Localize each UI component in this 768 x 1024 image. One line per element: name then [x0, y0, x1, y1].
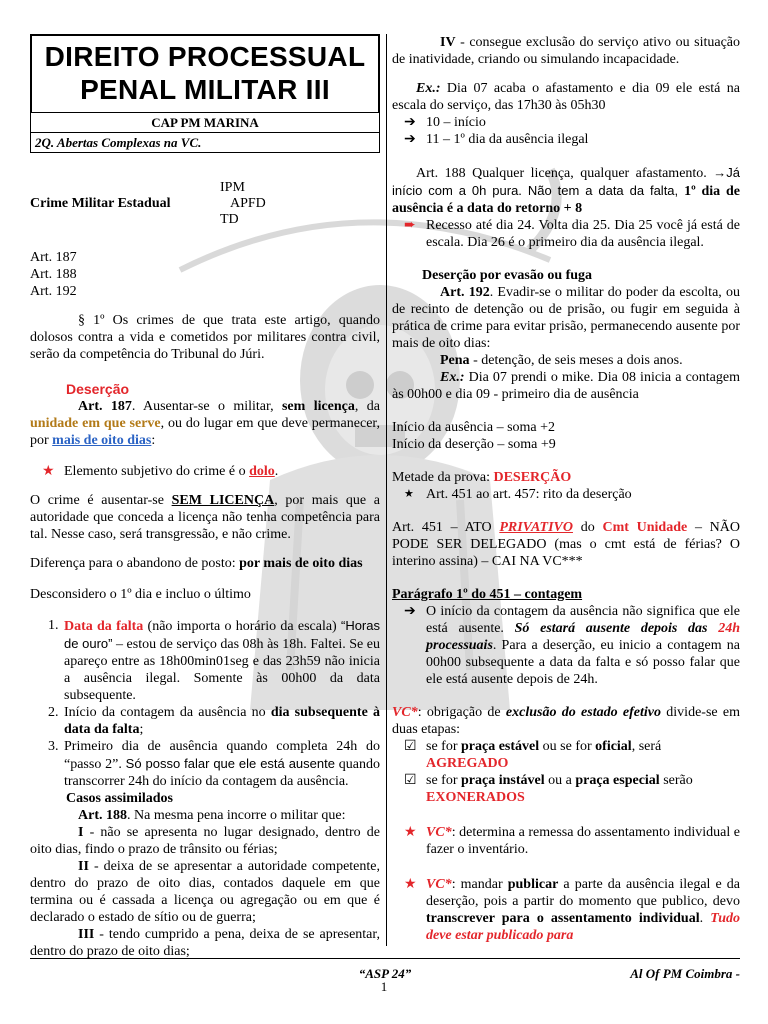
vc-obrigacao: VC*: obrigação de exclusão do estado efetivo divide-se em duas etapas: — [392, 705, 741, 737]
article-ref: Art. 188 — [30, 267, 77, 282]
section-subtitle: 2Q. Abertas Complexas na VC. — [30, 133, 380, 153]
recesso-note: ➨ Recesso até dia 24. Volta dia 25. Dia 25 você já está de escala. Dia 26 é o primeiro dia da ausência ilegal. — [404, 218, 740, 250]
example-1-item: ➔ 11 – 1º dia da ausência ilegal — [404, 132, 589, 147]
star-icon: ★ — [404, 877, 417, 892]
desconsidero-text: Desconsidero o 1º dia e incluo o último — [30, 587, 251, 602]
checkbox-icon: ☑ — [404, 739, 417, 754]
arrow-icon: ➔ — [404, 604, 416, 619]
inciso-2: II - deixa de se apresentar a autoridade competente, dentro do prazo de oito dias, contados daquele em que termina ou é cassada a licença ou agregação ou em que é declarado o estado de sítio ou de guerra; — [30, 859, 380, 925]
diferenca-text: Diferença para o abandono de posto: por mais de oito dias — [30, 556, 363, 571]
left-column — [30, 34, 380, 960]
star-icon: ★ — [42, 464, 55, 479]
crime-classification — [30, 161, 380, 235]
inicio-desercao: Início da deserção – soma +9 — [392, 437, 556, 452]
star-icon: ★ — [404, 488, 414, 500]
title-box — [30, 34, 380, 112]
column-divider — [386, 34, 387, 946]
example-2: Ex.: Dia 07 prendi o mike. Dia 08 inicia a contagem às 00h00 e dia 09 - primeiro dia de ausência — [392, 370, 740, 402]
arrow-icon: ➔ — [404, 132, 416, 147]
art-187-text: Art. 187. Ausentar-se o militar, sem licença, da unidade em que serve, ou do lugar em que deve permanecer, por mais de oito dias: — [30, 399, 381, 448]
checkbox-icon: ☑ — [404, 773, 417, 788]
evasao-heading: Deserção por evasão ou fuga — [422, 268, 593, 283]
acronym-apfd: APFD — [230, 196, 266, 211]
desercao-heading: Deserção — [66, 381, 130, 397]
list-item-2: 2. Início da contagem da ausência no dia subsequente à data da falta; — [48, 705, 380, 737]
vc-publicar: ★ VC*: mandar publicar a parte da ausência ilegal e da deserção, pois a partir do momento que publico, devo transcrever para o assentamento individual. Tudo deve estar publicado para — [404, 877, 741, 943]
paragraph-1: § 1º Os crimes de que trata este artigo, quando dolosos contra a vida e cometidos por militares contra civil, serão da competência do Tribunal do Júri. — [30, 313, 380, 362]
title-line-1: DIREITO PROCESSUAL — [44, 41, 366, 72]
inciso-4: IV - consegue exclusão do serviço ativo ou situação de inatividade, criando ou simulando incapacidade. — [392, 35, 740, 67]
star-icon: ★ — [404, 825, 417, 840]
art-188-note: Art. 188 Qualquer licença, qualquer afastamento. →Já início com a 0h pura. Não tem a data da falta, 1º dia de ausência é a data do retorno + 8 — [392, 165, 740, 216]
art-451-text: Art. 451 – ATO PRIVATIVO do Cmt Unidade – NÃO PODE SER DELEGADO (mas o cmt está de férias? O interino assina) – CAI NA VC*** — [392, 520, 741, 569]
acronym-td: TD — [220, 212, 239, 227]
article-ref: Art. 192 — [30, 284, 77, 299]
art-192-text: Art. 192. Evadir-se o militar do poder da escolta, ou de recinto de detenção ou de prisão, ou fugir em seguida à prática de crime para evitar prisão, permanecendo ausente por mais de oito dias: — [392, 285, 740, 351]
title-line-2: PENAL MILITAR III — [80, 74, 330, 105]
paragrafo-451-text: ➔ O início da contagem da ausência não significa que ele está ausente. Só estará ausente depois das 24h processuais. Para a deserção, eu inicio a contagem na 00h00 subsequente a data da falta e só posso falar que ele está ausente depois de 24h. — [404, 604, 740, 687]
footer-center: “ASP 24” — [358, 966, 412, 981]
rito-item: ★ Art. 451 ao art. 457: rito da deserção — [404, 487, 632, 502]
page-footer — [30, 958, 740, 981]
inicio-ausencia: Início da ausência – soma +2 — [392, 420, 556, 435]
article-list — [30, 249, 380, 300]
right-column — [392, 34, 740, 944]
inciso-1: I - não se apresenta no lugar designado, dentro de oito dias, findo o prazo de trânsito ou férias; — [30, 825, 380, 857]
paragrafo-451-heading: Parágrafo 1º do 451 – contagem — [392, 587, 583, 602]
inciso-3: III - tendo cumprido a pena, deixa de se apresentar, dentro do prazo de oito dias; — [30, 927, 380, 959]
list-item-3: 3. Primeiro dia de ausência quando completa 24h do “passo 2”. Só posso falar que ele está ausente quando transcorrer 24h do início da contagem da ausência. — [48, 739, 380, 789]
page-number: 1 — [380, 979, 388, 994]
acronym-ipm: IPM — [220, 180, 245, 195]
ocrime-text: O crime é ausentar-se SEM LICENÇA, por mais que a autoridade que conceda a licença não tenha competência para tal. Nesse caso, será transgressão, e não crime. — [30, 493, 380, 542]
article-ref: Art. 187 — [30, 250, 77, 265]
metade-prova: Metade da prova: DESERÇÃO — [392, 470, 572, 485]
author-cap: CAP PM MARINA — [30, 112, 380, 133]
art-188-text: Art. 188. Na mesma pena incorre o militar que: — [78, 808, 346, 823]
pena-text: Pena - detenção, de seis meses a dois anos. — [440, 353, 683, 368]
vc-remessa: ★ VC*: determina a remessa do assentamento individual e fazer o inventário. — [404, 825, 740, 857]
example-1-item: ➔ 10 – início — [404, 115, 486, 130]
crime-label: Crime Militar Estadual — [30, 196, 171, 211]
arrow-icon: ➔ — [404, 115, 416, 130]
list-item-1: 1. Data da falta (não importa o horário da escala) “Horas de ouro” – estou de serviço das 08h às 18h. Faltei. Se eu apareço entre as 18h00min01seg e das 23h59 não inicia a ausência ilegal. Somente às 00h00 da data subsequente. — [48, 618, 380, 703]
example-1: Ex.: Dia 07 acaba o afastamento e dia 09 ele está na escala do serviço, das 17h30 às 05h30 — [392, 81, 740, 113]
check-item-exonerados: ☑ se for praça instável ou a praça especial serão EXONERADOS — [404, 773, 693, 805]
casos-heading: Casos assimilados — [66, 791, 173, 806]
check-item-agregado: ☑ se for praça estável ou se for oficial, será AGREGADO — [404, 739, 662, 771]
pointer-icon: ➨ — [404, 218, 416, 233]
footer-right: Al Of PM Coimbra - — [630, 966, 740, 981]
elemento-subjetivo: ★ Elemento subjetivo do crime é o dolo. — [42, 464, 279, 479]
